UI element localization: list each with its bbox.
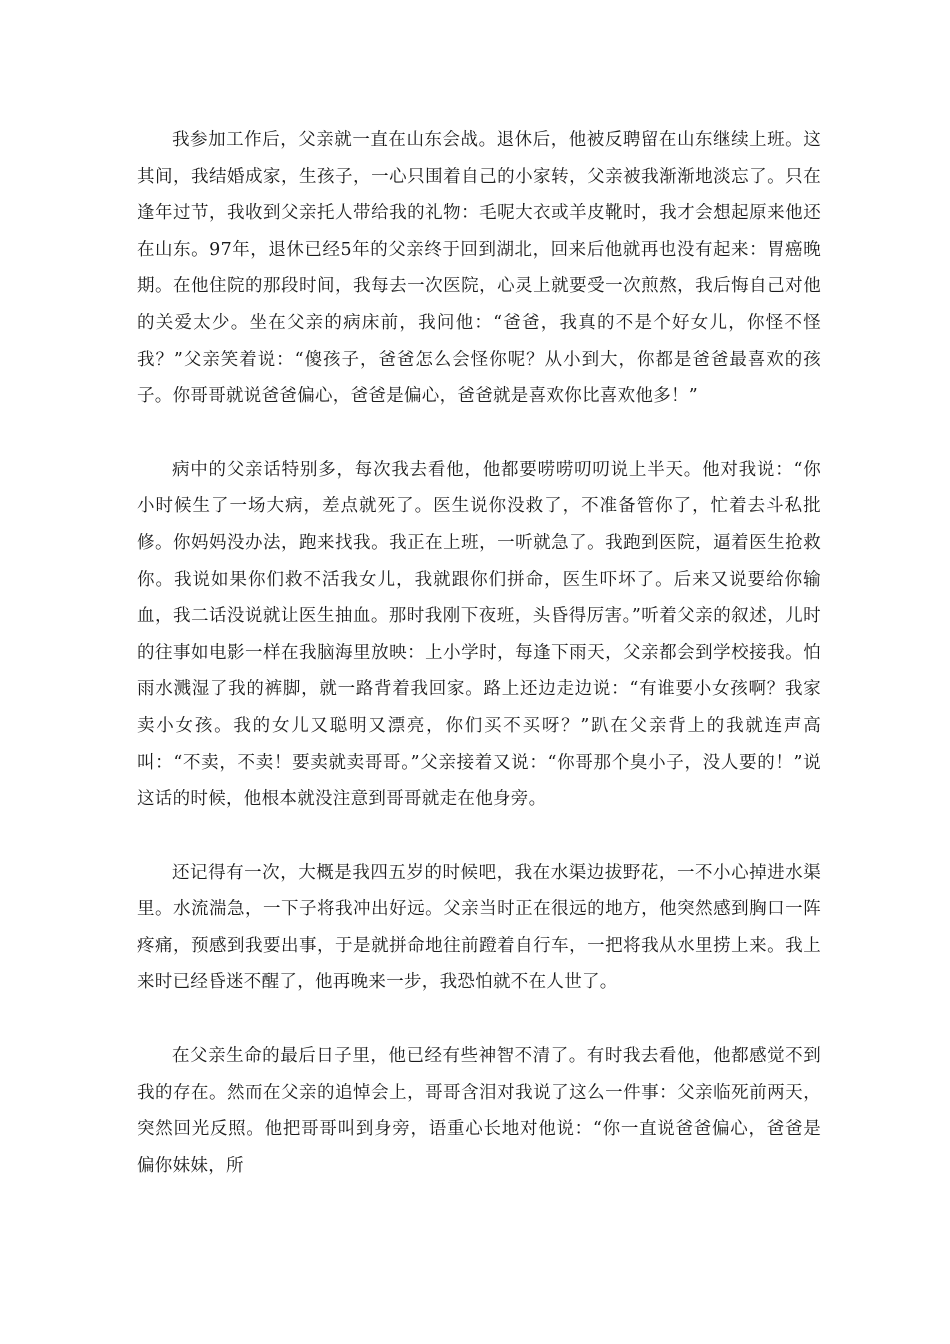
document-body [137, 122, 821, 1221]
paragraph-2: 病中的父亲话特别多，每次我去看他，他都要唠唠叨叨说上半天。他对我说：“你小时候生了一场大病，差点就死了。医生说你没救了，不准备管你了，忙着去斗私批修。你妈妈没办法，跑来找我。我正在上班，一听就急了。我跑到医院，逼着医生抢救你。我说如果你们救不活我女儿，我就跟你们拼命，医生吓坏了。后来又说要给你输血，我二话没说就让医生抽血。那时我刚下夜班，头昏得厉害。”听着父亲的叙述，儿时的往事如电影一样在我脑海里放映：上小学时，每逢下雨天，父亲都会到学校接我。怕雨水溅湿了我的裤脚，就一路背着我回家。路上还边走边说：“有谁要小女孩啊？我家卖小女孩。我的女儿又聪明又漂亮，你们买不买呀？”趴在父亲背上的我就连声高叫：“不卖，不卖！要卖就卖哥哥。”父亲接着又说：“你哥那个臭小子，没人要的！”说这话的时候，他根本就没注意到哥哥就走在他身旁。 [137, 459, 821, 810]
paragraph-3: 还记得有一次，大概是我四五岁的时候吧，我在水渠边拔野花，一不小心掉进水渠里。水流湍急，一下子将我冲出好远。父亲当时正在很远的地方，他突然感到胸口一阵疼痛，预感到我要出事，于是就拼命地往前蹬着自行车，一把将我从水里捞上来。我上来时已经昏迷不醒了，他再晚来一步，我恐怕就不在人世了。 [137, 862, 821, 993]
paragraph-4: 在父亲生命的最后日子里，他已经有些神智不清了。有时我去看他，他都感觉不到我的存在。然而在父亲的追悼会上，哥哥含泪对我说了这么一件事：父亲临死前两天，突然回光反照。他把哥哥叫到身旁，语重心长地对他说：“你一直说爸爸偏心，爸爸是偏你妹妹，所 [137, 1046, 821, 1176]
paragraph-1: 我参加工作后，父亲就一直在山东会战。退休后，他被反聘留在山东继续上班。这其间，我结婚成家，生孩子，一心只围着自己的小家转，父亲被我渐渐地淡忘了。只在逢年过节，我收到父亲托人带给我的礼物：毛呢大衣或羊皮靴时，我才会想起原来他还在山东。97年，退休已经5年的父亲终于回到湖北，回来后他就再也没有起来：胃癌晚期。在他住院的那段时间，我每去一次医院，心灵上就要受一次煎熬，我后悔自己对他的关爱太少。坐在父亲的病床前，我问他：“爸爸，我真的不是个好女儿，你怪不怪我？”父亲笑着说：“傻孩子，爸爸怎么会怪你呢？从小到大，你都是爸爸最喜欢的孩子。你哥哥就说爸爸偏心，爸爸是偏心，爸爸就是喜欢你比喜欢他多！” [137, 130, 821, 407]
